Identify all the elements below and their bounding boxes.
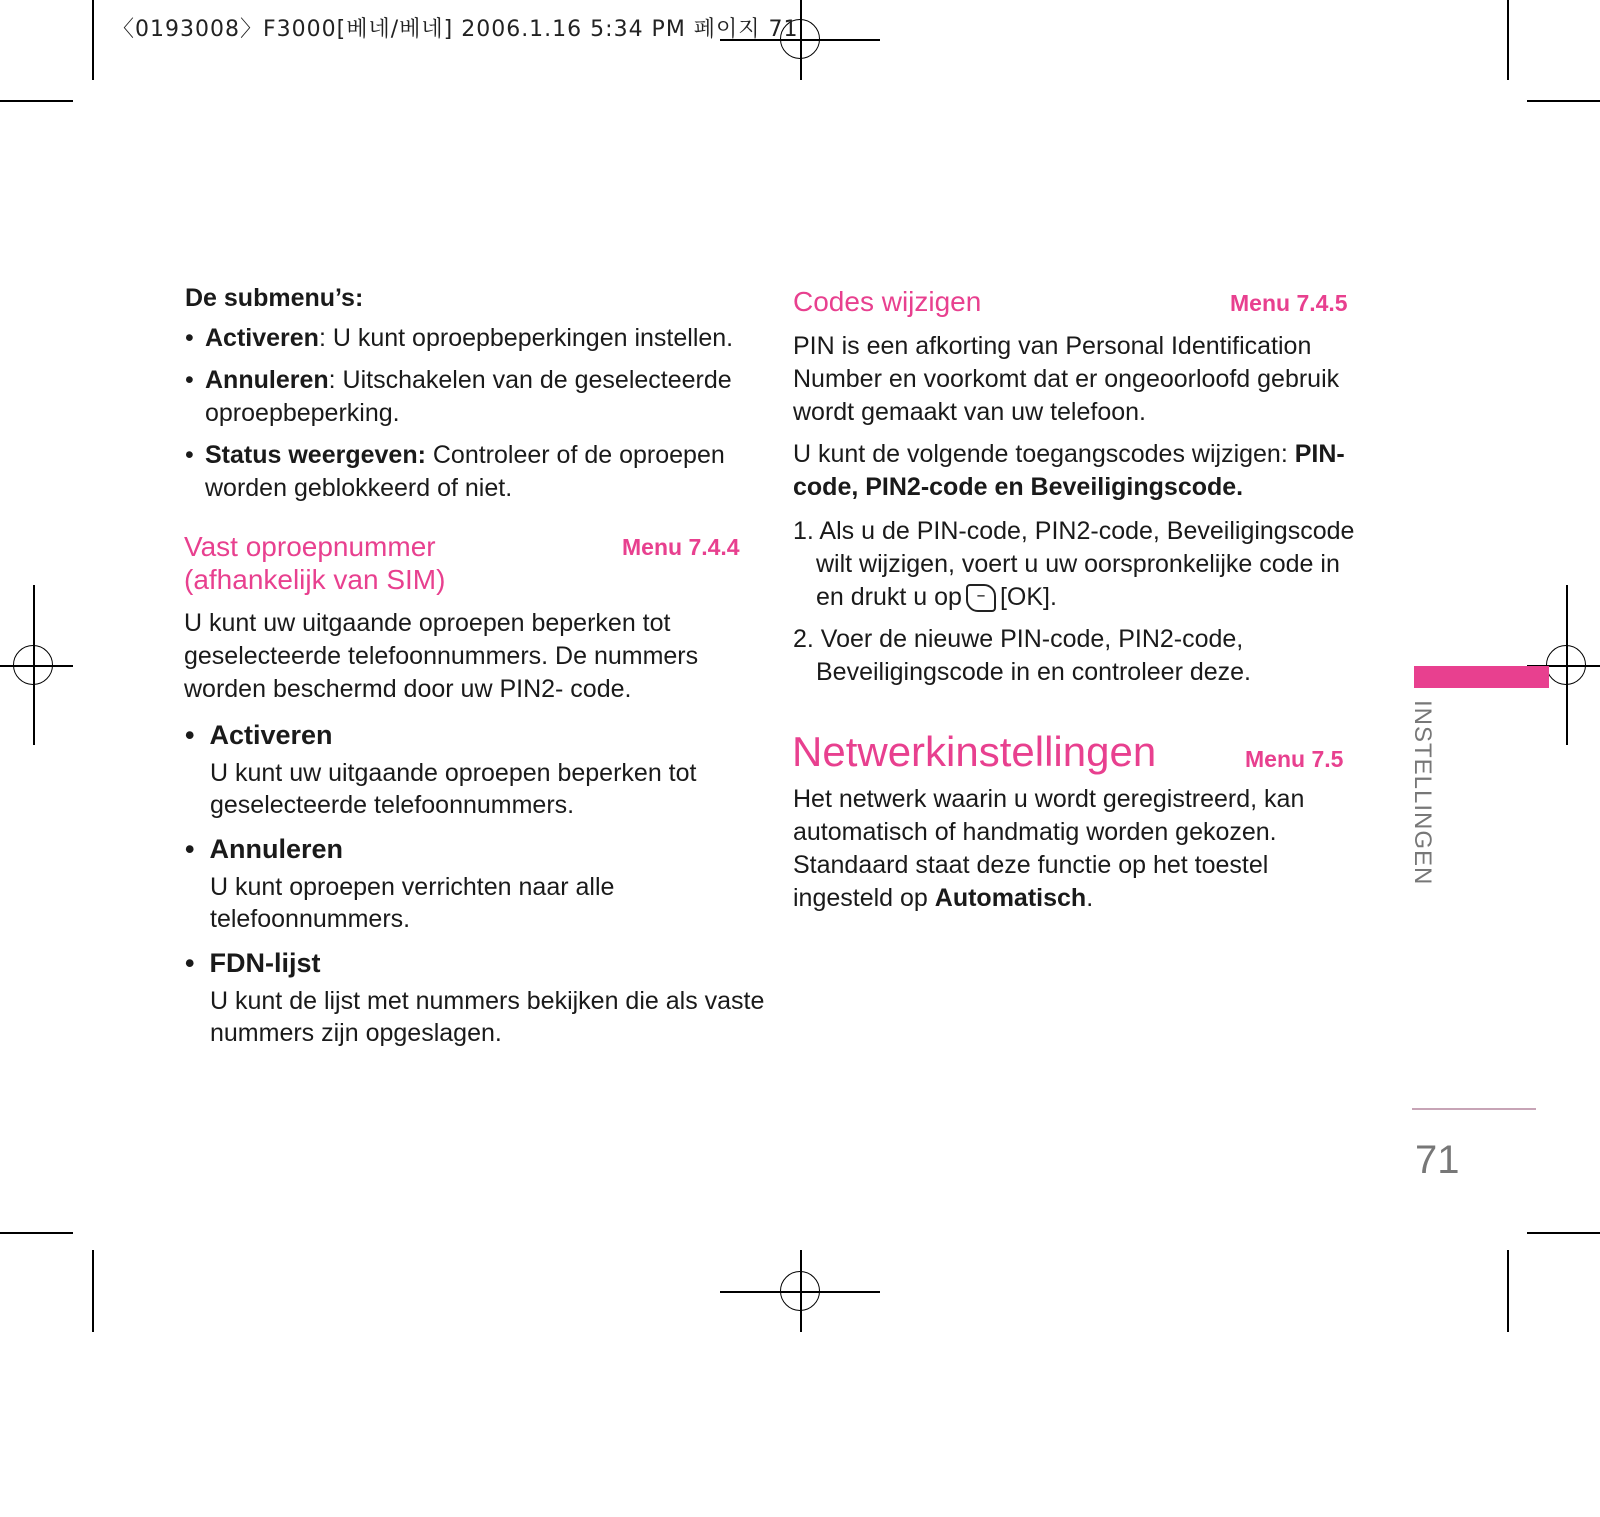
section-paragraph: Het netwerk waarin u wordt geregistreerd, kan automatisch of handmatig worden gekozen. Standaard staat deze functie op het toestel ingesteld op Automatisch. (793, 785, 1305, 912)
submenu-item: • Status weergeven: Controleer of de oproepen worden geblokkeerd of niet. (185, 441, 725, 502)
option-title: • Activeren (185, 720, 333, 750)
crop-mark (0, 100, 73, 102)
print-info: 〈0193008〉F3000[베네/베네] 2006.1.16 5:34 PM 페이지 71 (112, 17, 799, 42)
section-title: Codes wijzigen (793, 286, 982, 317)
side-tab-marker (1414, 666, 1549, 688)
crop-mark (1507, 1250, 1509, 1332)
crop-mark (1507, 0, 1509, 80)
submenu-item: • Activeren: U kunt oproepbeperkingen instellen. (185, 324, 734, 352)
crop-mark (1527, 1232, 1600, 1234)
submenu-item: • Annuleren: Uitschakelen van de geselecteerde oproepbeperking. (185, 366, 732, 427)
ok-key-icon: – (966, 584, 996, 612)
section-paragraph: U kunt de volgende toegangscodes wijzigen: PIN- code, PIN2-code en Beveiligingscode. (793, 440, 1345, 501)
page-number-rule (1412, 1108, 1536, 1110)
page-number: 71 (1415, 1138, 1460, 1182)
step-item: 1. Als u de PIN-code, PIN2-code, Beveiligingscode wilt wijzigen, voert u uw oorspronkelijke code in en drukt u op – [OK]. (793, 517, 1355, 611)
side-tab-label: INSTELLINGEN (1409, 700, 1436, 886)
crop-mark (1527, 100, 1600, 102)
crop-mark (0, 1232, 73, 1234)
menu-number: Menu 7.4.5 (1230, 290, 1348, 316)
option-description: U kunt de lijst met nummers bekijken die als vaste nummers zijn opgeslagen. (210, 987, 765, 1047)
section-paragraph: PIN is een afkorting van Personal Identification Number en voorkomt dat er ongeoorloofd gebruik wordt gemaakt van uw telefoon. (793, 332, 1340, 426)
registration-circle (780, 1271, 820, 1311)
option-title: • Annuleren (185, 834, 343, 864)
section-heading: Netwerkinstellingen (792, 728, 1157, 775)
submenus-title: De submenu’s: (185, 284, 364, 312)
option-description: U kunt uw uitgaande oproepen beperken tot geselecteerde telefoonnummers. (210, 759, 697, 819)
option-description: U kunt oproepen verrichten naar alle telefoonnummers. (210, 873, 615, 933)
menu-number: Menu 7.4.4 (622, 534, 740, 560)
option-title: • FDN-lijst (185, 948, 321, 978)
menu-number: Menu 7.5 (1245, 746, 1344, 772)
step-item: 2. Voer de nieuwe PIN-code, PIN2-code, Beveiligingscode in en controleer deze. (793, 625, 1251, 686)
section-title: Vast oproepnummer (afhankelijk van SIM) (184, 531, 446, 595)
crop-mark (92, 1250, 94, 1332)
crop-mark (92, 0, 94, 80)
section-paragraph: U kunt uw uitgaande oproepen beperken tot geselecteerde telefoonnummers. De nummers worden beschermd door uw PIN2- code. (184, 609, 699, 703)
registration-circle (1546, 645, 1586, 685)
registration-circle (13, 645, 53, 685)
